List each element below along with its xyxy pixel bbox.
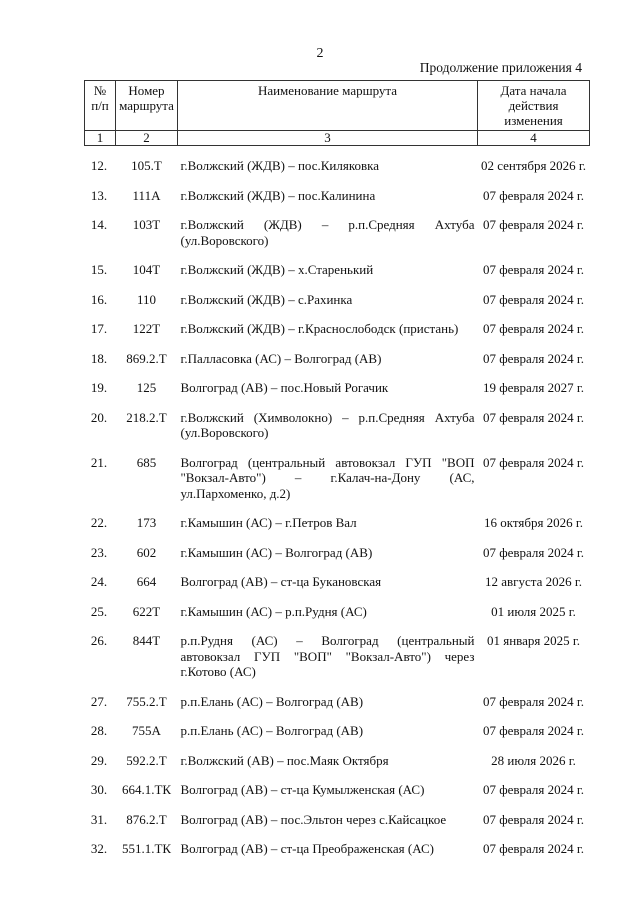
start-date: 07 февраля 2024 г. xyxy=(482,321,585,336)
route-name: г.Камышин (АС) – р.п.Рудня (АС) xyxy=(180,603,367,619)
route-code: 104Т xyxy=(132,262,161,277)
table-row xyxy=(85,410,590,455)
table-row xyxy=(85,841,590,871)
route-code: 551.1.ТК xyxy=(121,841,172,856)
table-row xyxy=(85,321,590,351)
route-code: 876.2.Т xyxy=(126,811,167,827)
row-number: 22. xyxy=(90,515,108,530)
row-number: 19. xyxy=(90,380,108,395)
row-number: 17. xyxy=(90,321,108,336)
column-number: 4 xyxy=(478,131,590,146)
start-date: 19 февраля 2027 г. xyxy=(482,380,585,395)
row-number: 18. xyxy=(90,350,108,366)
start-date: 02 сентября 2026 г. xyxy=(480,158,587,173)
routes-table xyxy=(84,80,590,871)
page-number: 2 xyxy=(316,46,324,61)
route-code: 685 xyxy=(136,454,157,470)
row-number: 16. xyxy=(90,291,108,307)
table-row xyxy=(85,380,590,410)
route-name: г.Волжский (ЖДВ) – г.Краснослободск (пристань) xyxy=(180,321,459,336)
route-name: г.Волжский (Химволокно) – р.п.Средняя Ахтуба (ул.Воровского) xyxy=(180,409,475,440)
route-name: Волгоград (АВ) – ст-ца Букановская xyxy=(180,574,382,589)
start-date: 07 февраля 2024 г. xyxy=(482,693,585,709)
row-number: 26. xyxy=(90,633,108,648)
route-code: 664 xyxy=(136,574,157,589)
route-name: г.Камышин (АС) – Волгоград (АВ) xyxy=(180,544,373,560)
start-date: 28 июля 2026 г. xyxy=(491,752,576,768)
route-name: р.п.Рудня (АС) – Волгоград (центральный автовокзал ГУП "ВОП" "Вокзал-Авто") через г.Котово (АС) xyxy=(180,633,475,679)
route-code: 592.2.Т xyxy=(126,752,167,768)
route-code: 103Т xyxy=(132,217,161,232)
table-row xyxy=(85,455,590,516)
start-date: 07 февраля 2024 г. xyxy=(482,454,585,470)
route-name: г.Волжский (ЖДВ) – пос.Калинина xyxy=(180,187,376,203)
table-row xyxy=(85,351,590,381)
route-name: Волгоград (АВ) – пос.Эльтон через с.Кайсацкое xyxy=(180,811,447,827)
route-code: 622Т xyxy=(132,603,161,619)
route-name: Волгоград (АВ) – пос.Новый Рогачик xyxy=(180,380,389,395)
route-name: г.Волжский (ЖДВ) – с.Рахинка xyxy=(180,291,353,307)
table-row xyxy=(85,753,590,783)
route-code: 755.2.Т xyxy=(126,693,167,709)
table-row xyxy=(85,262,590,292)
row-number: 28. xyxy=(90,723,108,738)
route-name: Волгоград (АВ) – ст-ца Преображенская (АС) xyxy=(180,841,434,856)
route-code: 218.2.Т xyxy=(126,409,167,425)
start-date: 07 февраля 2024 г. xyxy=(482,409,585,425)
header-route-name: Наименование маршрута xyxy=(178,81,478,131)
start-date: 07 февраля 2024 г. xyxy=(482,782,585,797)
start-date: 07 февраля 2024 г. xyxy=(482,187,585,203)
row-number: 30. xyxy=(90,782,108,797)
route-name: г.Волжский (ЖДВ) – х.Старенький xyxy=(180,262,374,277)
row-number: 32. xyxy=(90,841,108,856)
table-row xyxy=(85,723,590,753)
table-row xyxy=(85,782,590,812)
table-body xyxy=(85,146,590,871)
table-row xyxy=(85,812,590,842)
header-num: № п/п xyxy=(85,81,116,131)
route-code: 844Т xyxy=(132,633,161,648)
table-row xyxy=(85,146,590,188)
start-date: 07 февраля 2024 г. xyxy=(482,217,585,232)
row-number: 21. xyxy=(90,454,108,470)
start-date: 07 февраля 2024 г. xyxy=(482,262,585,277)
table-row xyxy=(85,604,590,634)
table-row xyxy=(85,515,590,545)
route-name: г.Камышин (АС) – г.Петров Вал xyxy=(180,515,357,530)
row-number: 14. xyxy=(90,217,108,232)
row-number: 24. xyxy=(90,574,108,589)
start-date: 07 февраля 2024 г. xyxy=(482,350,585,366)
appendix-title: Продолжение приложения 4 xyxy=(419,60,582,75)
row-number: 15. xyxy=(90,262,108,277)
start-date: 07 февраля 2024 г. xyxy=(482,811,585,827)
start-date: 07 февраля 2024 г. xyxy=(482,723,585,738)
start-date: 01 июля 2025 г. xyxy=(491,603,576,619)
route-code: 602 xyxy=(136,544,157,560)
row-number: 29. xyxy=(90,752,108,768)
column-number: 1 xyxy=(85,131,116,146)
table-header xyxy=(85,81,590,146)
table-row xyxy=(85,633,590,694)
row-number: 23. xyxy=(90,544,108,560)
table-row xyxy=(85,545,590,575)
table-row xyxy=(85,694,590,724)
start-date: 16 октября 2026 г. xyxy=(483,515,584,530)
route-name: р.п.Елань (АС) – Волгоград (АВ) xyxy=(180,693,364,709)
table-row xyxy=(85,217,590,262)
row-number: 13. xyxy=(90,187,108,203)
start-date: 01 января 2025 г. xyxy=(486,633,581,648)
row-number: 25. xyxy=(90,603,108,619)
route-name: г.Волжский (АВ) – пос.Маяк Октября xyxy=(180,752,389,768)
route-name: р.п.Елань (АС) – Волгоград (АВ) xyxy=(180,723,364,738)
table-row xyxy=(85,188,590,218)
route-code: 110 xyxy=(136,291,157,307)
route-code: 122Т xyxy=(132,321,161,336)
row-number: 27. xyxy=(90,693,108,709)
route-name: Волгоград (центральный автовокзал ГУП "ВОП "Вокзал-Авто") – г.Калач-на-Дону (АС, ул.Пархоменко, д.2) xyxy=(180,454,475,501)
route-code: 664.1.ТК xyxy=(121,782,172,797)
route-code: 173 xyxy=(136,515,157,530)
route-code: 125 xyxy=(136,380,157,395)
start-date: 07 февраля 2024 г. xyxy=(482,841,585,856)
route-code: 105.Т xyxy=(131,158,162,173)
column-number: 3 xyxy=(178,131,478,146)
row-number: 31. xyxy=(90,811,108,827)
route-name: г.Палласовка (АС) – Волгоград (АВ) xyxy=(180,350,382,366)
route-code: 111А xyxy=(132,187,161,203)
header-route-no: Номер маршрута xyxy=(116,81,178,131)
route-name: Волгоград (АВ) – ст-ца Кумылженская (АС) xyxy=(180,782,425,797)
header-start-date: Дата начала действия изменения xyxy=(478,81,590,131)
start-date: 07 февраля 2024 г. xyxy=(482,291,585,307)
table-row xyxy=(85,574,590,604)
start-date: 12 августа 2026 г. xyxy=(485,574,582,589)
row-number: 12. xyxy=(90,158,108,173)
route-name: г.Волжский (ЖДВ) – р.п.Средняя Ахтуба (ул.Воровского) xyxy=(180,217,475,248)
table-row xyxy=(85,292,590,322)
route-name: г.Волжский (ЖДВ) – пос.Киляковка xyxy=(180,158,380,173)
column-number: 2 xyxy=(116,131,178,146)
route-code: 755А xyxy=(132,723,161,738)
row-number: 20. xyxy=(90,409,108,425)
route-code: 869.2.Т xyxy=(126,350,167,366)
start-date: 07 февраля 2024 г. xyxy=(482,544,585,560)
